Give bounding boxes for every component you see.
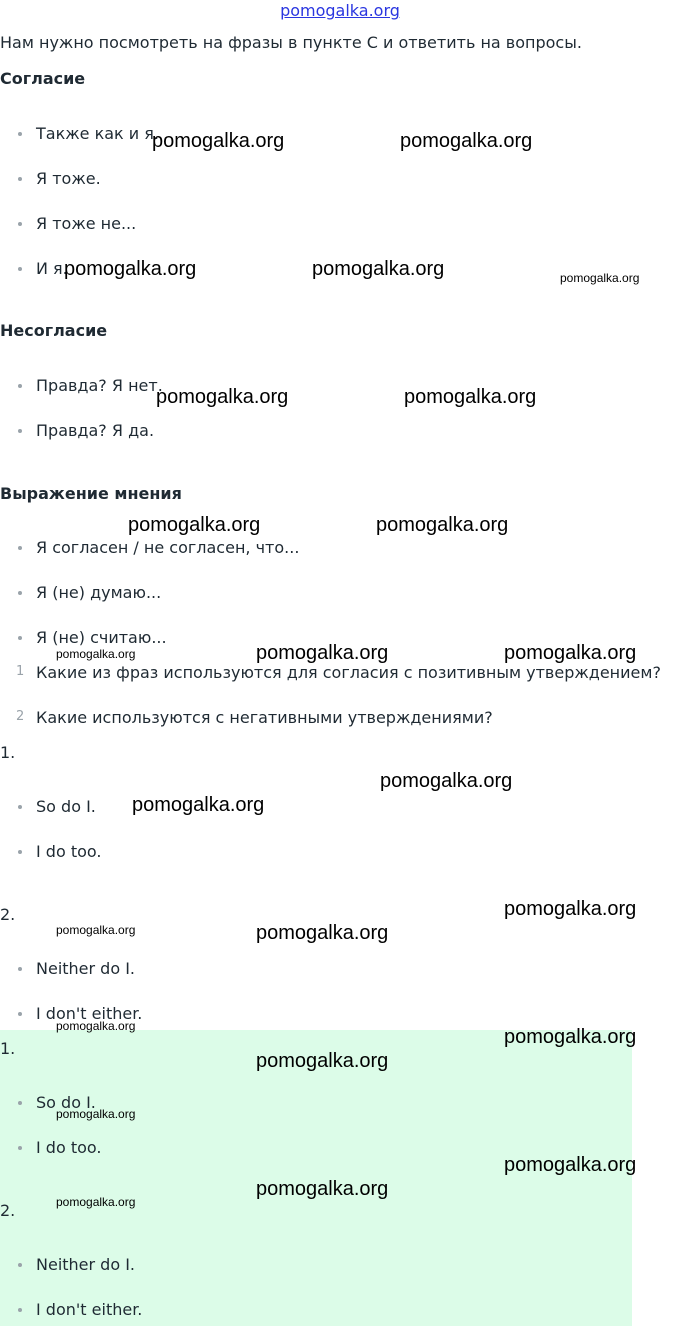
- bullet-icon: [18, 1101, 22, 1105]
- bullet-icon: [18, 1146, 22, 1150]
- bullet-icon: [18, 591, 22, 595]
- list-item: Также как и я.: [36, 124, 159, 143]
- watermark: pomogalka.org: [156, 386, 289, 408]
- watermark: pomogalka.org: [504, 1154, 637, 1176]
- watermark: pomogalka.org: [64, 258, 197, 280]
- watermark: pomogalka.org: [56, 1107, 136, 1121]
- list-item: И я.: [36, 259, 68, 278]
- answer-marker: 1.: [0, 1039, 16, 1058]
- list-item: Я тоже.: [36, 169, 101, 188]
- watermark: pomogalka.org: [256, 642, 389, 664]
- list-item: So do I.: [36, 1093, 96, 1112]
- watermark: pomogalka.org: [380, 770, 513, 792]
- list-item: Neither do I.: [36, 959, 135, 978]
- watermark: pomogalka.org: [128, 514, 261, 536]
- question-item: 2 Какие используются с негативными утверждениями?: [16, 708, 493, 727]
- answer-marker: 2.: [0, 1201, 16, 1220]
- list-item: I don't either.: [36, 1004, 142, 1023]
- watermark: pomogalka.org: [256, 1178, 389, 1200]
- list-item: So do I.: [36, 797, 96, 816]
- list-item: Правда? Я нет.: [36, 376, 163, 395]
- watermark: pomogalka.org: [504, 1026, 637, 1048]
- watermark: pomogalka.org: [132, 794, 265, 816]
- watermark: pomogalka.org: [504, 642, 637, 664]
- bullet-icon: [18, 384, 22, 388]
- watermark: pomogalka.org: [56, 647, 136, 661]
- bullet-icon: [18, 636, 22, 640]
- watermark: pomogalka.org: [56, 1019, 136, 1033]
- watermark: pomogalka.org: [56, 923, 136, 937]
- intro-text: Нам нужно посмотреть на фразы в пункте С и ответить на вопросы.: [0, 33, 582, 52]
- bullet-icon: [18, 805, 22, 809]
- section-heading-opinion: Выражение мнения: [0, 484, 182, 503]
- bullet-icon: [18, 967, 22, 971]
- watermark: pomogalka.org: [56, 1195, 136, 1209]
- list-item: Я (не) думаю...: [36, 583, 161, 602]
- watermark: pomogalka.org: [504, 898, 637, 920]
- list-item: I don't either.: [36, 1300, 142, 1319]
- watermark: pomogalka.org: [256, 922, 389, 944]
- question-item: 1 Какие из фраз используются для согласия с позитивным утверждением?: [16, 663, 661, 682]
- list-item: Я (не) считаю...: [36, 628, 167, 647]
- bullet-icon: [18, 429, 22, 433]
- list-item: Я тоже не...: [36, 214, 136, 233]
- bullet-icon: [18, 1263, 22, 1267]
- bullet-icon: [18, 850, 22, 854]
- watermark: pomogalka.org: [400, 130, 533, 152]
- answer-marker: 1.: [0, 743, 16, 762]
- watermark: pomogalka.org: [404, 386, 537, 408]
- list-item: I do too.: [36, 842, 102, 861]
- watermark: pomogalka.org: [152, 130, 285, 152]
- list-item: Правда? Я да.: [36, 421, 154, 440]
- list-item: I do too.: [36, 1138, 102, 1157]
- watermark: pomogalka.org: [376, 514, 509, 536]
- bullet-icon: [18, 1012, 22, 1016]
- bullet-icon: [18, 267, 22, 271]
- bullet-icon: [18, 177, 22, 181]
- site-link[interactable]: pomogalka.org: [280, 1, 400, 20]
- watermark: pomogalka.org: [560, 271, 640, 285]
- answer-marker: 2.: [0, 905, 16, 924]
- bullet-icon: [18, 132, 22, 136]
- section-heading-agreement: Согласие: [0, 69, 86, 88]
- bullet-icon: [18, 222, 22, 226]
- bullet-icon: [18, 546, 22, 550]
- watermark: pomogalka.org: [256, 1050, 389, 1072]
- list-item: Я согласен / не согласен, что...: [36, 538, 299, 557]
- watermark: pomogalka.org: [312, 258, 445, 280]
- list-item: Neither do I.: [36, 1255, 135, 1274]
- section-heading-disagreement: Несогласие: [0, 321, 108, 340]
- bullet-icon: [18, 1308, 22, 1312]
